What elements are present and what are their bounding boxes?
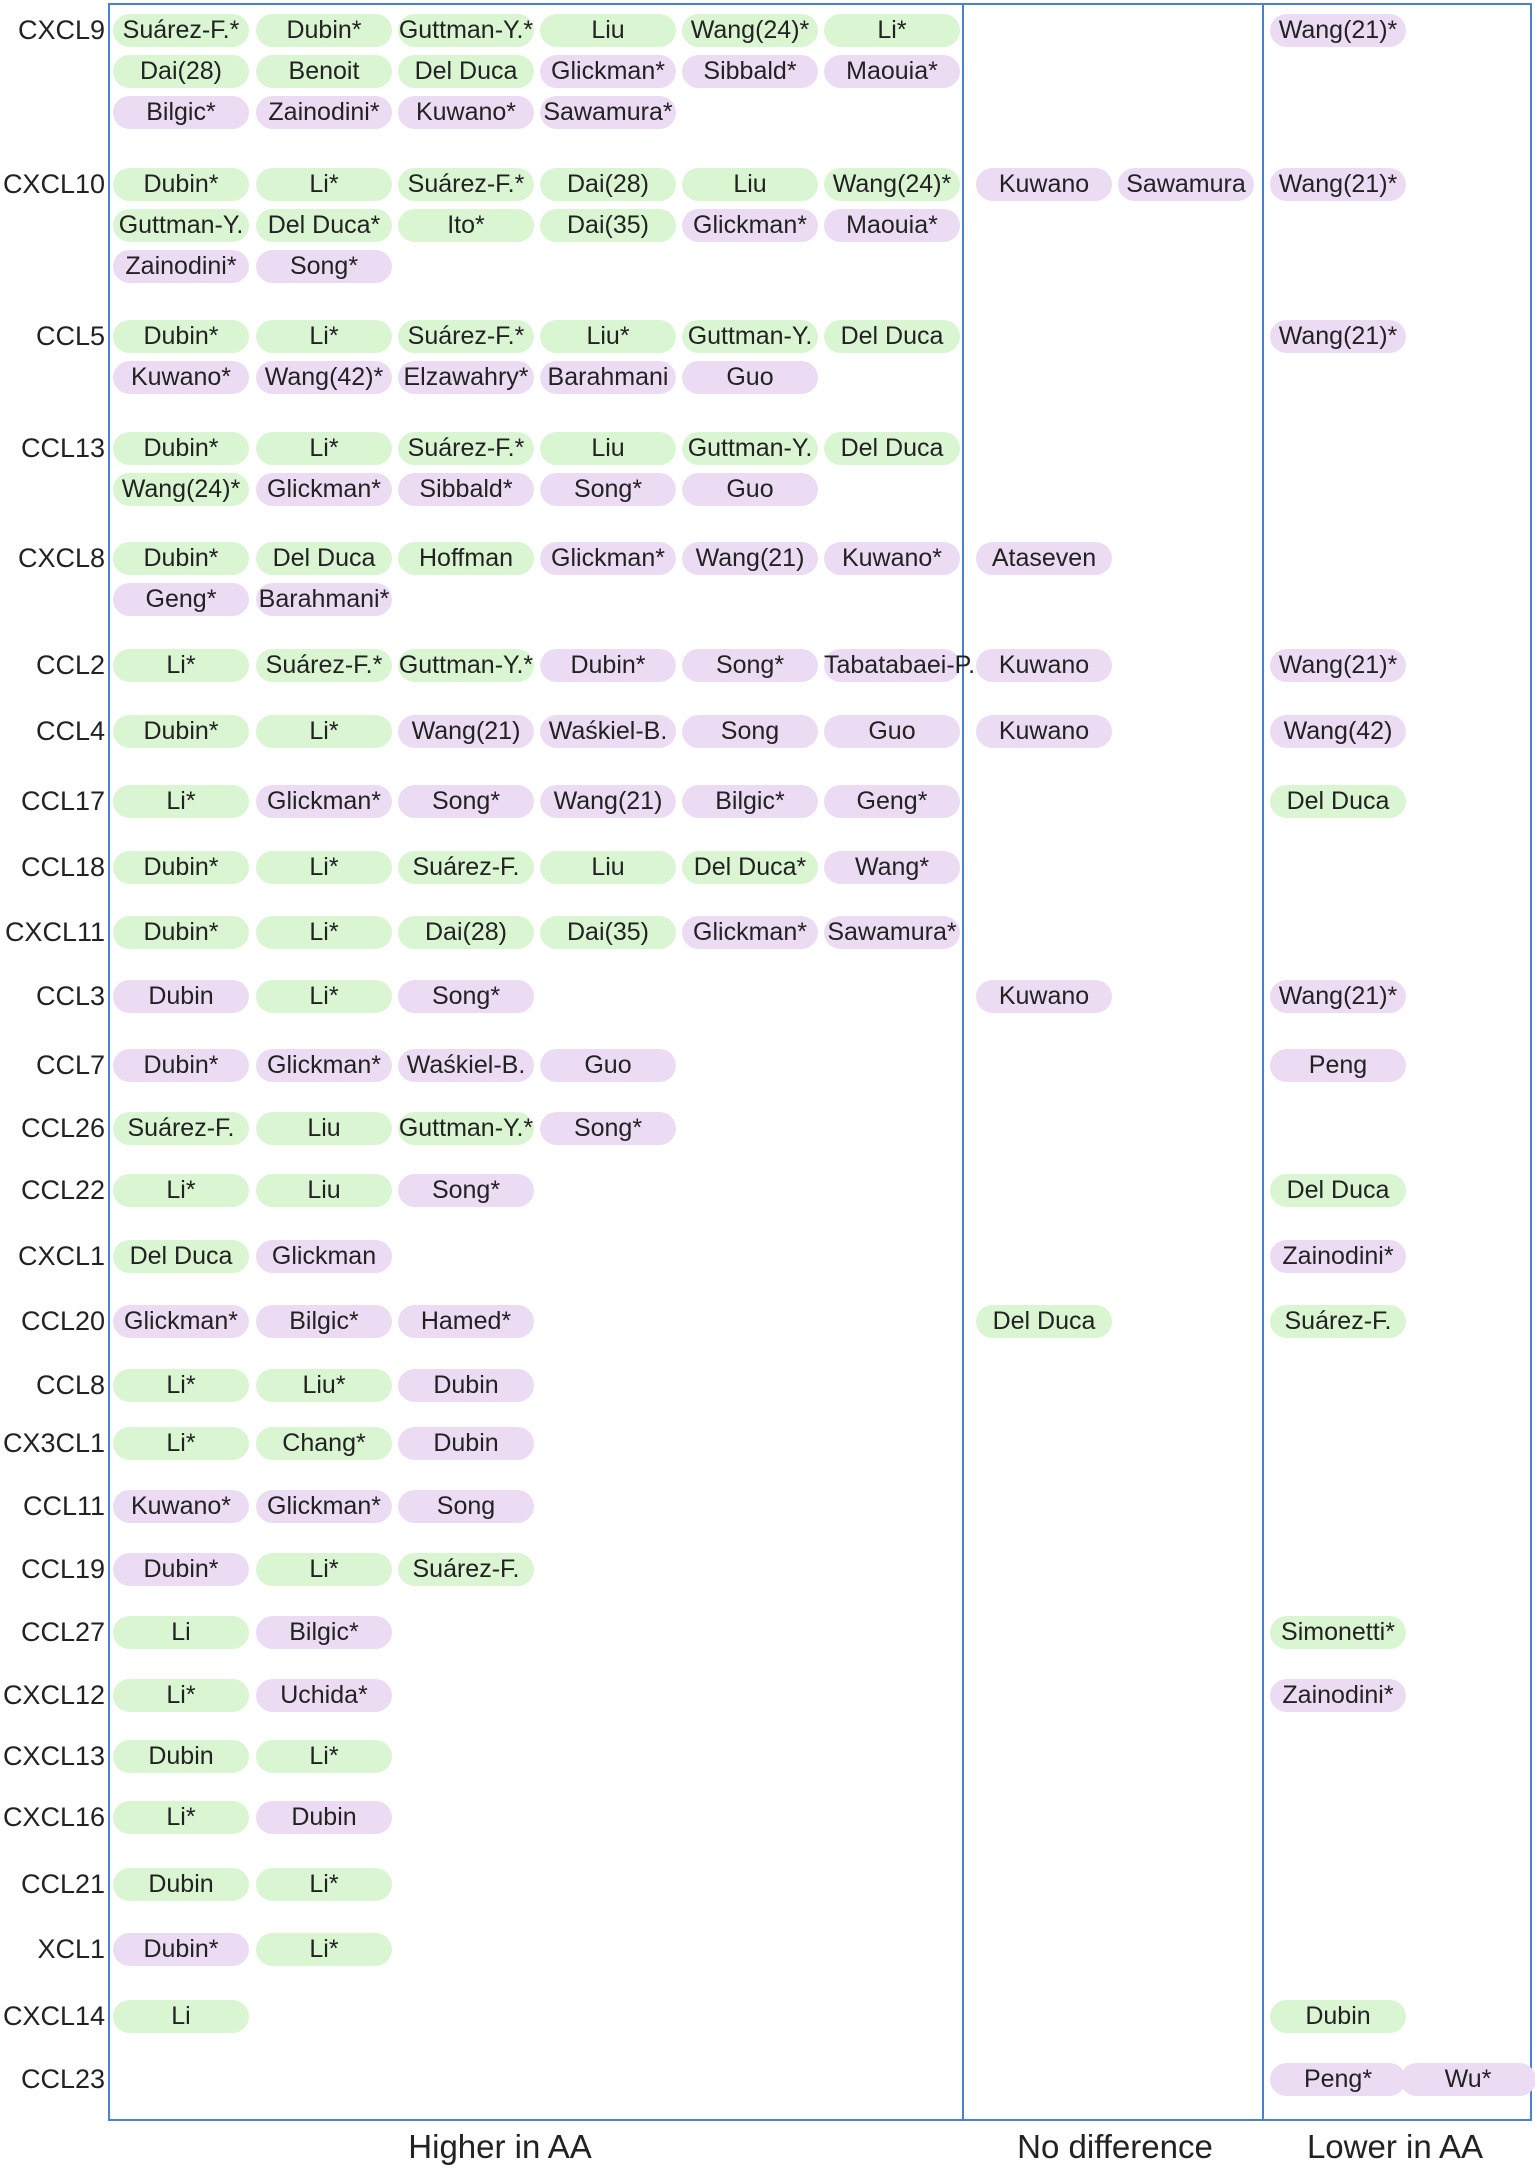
higher-pill-ccl13-wang-24: Wang(24)*: [113, 473, 249, 506]
higher-pill-ccl13-liu: Liu: [540, 432, 676, 465]
higher-pill-cxcl9-dubin: Dubin*: [256, 14, 392, 47]
lower-pill-cxcl14-dubin: Dubin: [1270, 2000, 1406, 2033]
higher-pill-ccl26-guttman-y: Guttman-Y.*: [398, 1112, 534, 1145]
higher-pill-ccl11-kuwano: Kuwano*: [113, 1490, 249, 1523]
higher-pill-ccl17-glickman: Glickman*: [256, 785, 392, 818]
higher-pill-ccl3-li: Li*: [256, 980, 392, 1013]
row-label-ccl4: CCL4: [35, 716, 105, 746]
higher-pill-ccl5-guo: Guo: [682, 361, 818, 394]
lower-pill-ccl17-del-duca: Del Duca: [1270, 785, 1406, 818]
higher-pill-ccl17-song: Song*: [398, 785, 534, 818]
lower-pill-ccl7-peng: Peng: [1270, 1049, 1406, 1082]
higher-pill-cxcl9-bilgic: Bilgic*: [113, 96, 249, 129]
higher-pill-cxcl9-wang-24: Wang(24)*: [682, 14, 818, 47]
higher-pill-cxcl13-li: Li*: [256, 1740, 392, 1773]
higher-pill-cxcl9-guttman-y: Guttman-Y.*: [398, 14, 534, 47]
higher-pill-ccl17-geng: Geng*: [824, 785, 960, 818]
higher-pill-cxcl12-li: Li*: [113, 1679, 249, 1712]
lower-pill-ccl2-wang-21: Wang(21)*: [1270, 649, 1406, 682]
higher-pill-ccl4-wang-21: Wang(21): [398, 715, 534, 748]
higher-pill-ccl8-liu: Liu*: [256, 1369, 392, 1402]
higher-pill-ccl4-dubin: Dubin*: [113, 715, 249, 748]
higher-pill-cxcl10-dubin: Dubin*: [113, 168, 249, 201]
lower-pill-ccl23-peng: Peng*: [1270, 2063, 1406, 2096]
higher-pill-ccl22-li: Li*: [113, 1174, 249, 1207]
row-label-cxcl8: CXCL8: [17, 543, 105, 573]
nodiff-pill-cxcl8-ataseven: Ataseven: [976, 542, 1112, 575]
higher-pill-ccl2-dubin: Dubin*: [540, 649, 676, 682]
higher-pill-ccl5-barahmani: Barahmani: [540, 361, 676, 394]
row-label-ccl20: CCL20: [20, 1306, 105, 1336]
higher-pill-ccl13-del-duca: Del Duca: [824, 432, 960, 465]
higher-pill-ccl18-liu: Liu: [540, 851, 676, 884]
higher-pill-ccl2-guttman-y: Guttman-Y.*: [398, 649, 534, 682]
row-label-cxcl11: CXCL11: [4, 917, 105, 947]
higher-pill-ccl7-guo: Guo: [540, 1049, 676, 1082]
row-label-cxcl16: CXCL16: [2, 1802, 105, 1832]
higher-pill-ccl11-song: Song: [398, 1490, 534, 1523]
higher-pill-cxcl9-glickman: Glickman*: [540, 55, 676, 88]
higher-pill-ccl26-song: Song*: [540, 1112, 676, 1145]
higher-pill-ccl5-elzawahry: Elzawahry*: [398, 361, 534, 394]
higher-pill-ccl22-liu: Liu: [256, 1174, 392, 1207]
higher-pill-ccl13-guttman-y: Guttman-Y.: [682, 432, 818, 465]
higher-pill-cxcl8-glickman: Glickman*: [540, 542, 676, 575]
higher-pill-ccl22-song: Song*: [398, 1174, 534, 1207]
higher-pill-cxcl1-del-duca: Del Duca: [113, 1240, 249, 1273]
higher-pill-ccl4-song: Song: [682, 715, 818, 748]
lower-pill-cxcl12-zainodini: Zainodini*: [1270, 1679, 1406, 1712]
nodiff-pill-cxcl10-sawamura: Sawamura: [1118, 168, 1254, 201]
higher-pill-cxcl11-dai-28: Dai(28): [398, 916, 534, 949]
higher-pill-cxcl10-wang-24: Wang(24)*: [824, 168, 960, 201]
higher-pill-cxcl8-wang-21: Wang(21): [682, 542, 818, 575]
lower-pill-ccl22-del-duca: Del Duca: [1270, 1174, 1406, 1207]
higher-pill-ccl18-dubin: Dubin*: [113, 851, 249, 884]
higher-pill-cxcl11-dai-35: Dai(35): [540, 916, 676, 949]
lower-pill-cxcl9-wang-21: Wang(21)*: [1270, 14, 1406, 47]
higher-pill-cxcl8-hoffman: Hoffman: [398, 542, 534, 575]
row-label-ccl3: CCL3: [35, 981, 105, 1011]
higher-pill-cxcl10-song: Song*: [256, 250, 392, 283]
higher-pill-xcl1-dubin: Dubin*: [113, 1933, 249, 1966]
higher-pill-ccl13-sibbald: Sibbald*: [398, 473, 534, 506]
higher-pill-cxcl10-del-duca: Del Duca*: [256, 209, 392, 242]
higher-pill-cxcl10-ito: Ito*: [398, 209, 534, 242]
higher-pill-ccl2-li: Li*: [113, 649, 249, 682]
higher-pill-cxcl8-kuwano: Kuwano*: [824, 542, 960, 575]
higher-pill-ccl4-guo: Guo: [824, 715, 960, 748]
lower-pill-ccl27-simonetti: Simonetti*: [1270, 1616, 1406, 1649]
higher-pill-cxcl8-del-duca: Del Duca: [256, 542, 392, 575]
row-label-cxcl9: CXCL9: [17, 15, 105, 45]
higher-pill-cxcl8-dubin: Dubin*: [113, 542, 249, 575]
row-label-cxcl13: CXCL13: [2, 1741, 105, 1771]
higher-pill-cxcl13-dubin: Dubin: [113, 1740, 249, 1773]
higher-pill-cx3cl1-chang: Chang*: [256, 1427, 392, 1460]
higher-pill-ccl13-glickman: Glickman*: [256, 473, 392, 506]
higher-pill-ccl13-dubin: Dubin*: [113, 432, 249, 465]
row-label-xcl1: XCL1: [37, 1934, 105, 1964]
higher-pill-ccl19-dubin: Dubin*: [113, 1553, 249, 1586]
higher-pill-ccl21-li: Li*: [256, 1868, 392, 1901]
higher-pill-cxcl9-sawamura: Sawamura*: [540, 96, 676, 129]
higher-pill-cxcl9-maouia: Maouia*: [824, 55, 960, 88]
higher-pill-ccl13-su-rez-f: Suárez-F.*: [398, 432, 534, 465]
higher-pill-cxcl9-del-duca: Del Duca: [398, 55, 534, 88]
higher-pill-cxcl9-dai-28: Dai(28): [113, 55, 249, 88]
column-title-nodiff: No difference: [1017, 2128, 1213, 2165]
higher-pill-ccl5-dubin: Dubin*: [113, 320, 249, 353]
higher-pill-ccl13-guo: Guo: [682, 473, 818, 506]
higher-pill-cxcl16-li: Li*: [113, 1801, 249, 1834]
row-label-ccl13: CCL13: [20, 433, 105, 463]
higher-pill-cxcl14-li: Li: [113, 2000, 249, 2033]
row-label-ccl17: CCL17: [20, 786, 105, 816]
nodiff-pill-ccl4-kuwano: Kuwano: [976, 715, 1112, 748]
higher-pill-cxcl9-benoit: Benoit: [256, 55, 392, 88]
lower-pill-ccl5-wang-21: Wang(21)*: [1270, 320, 1406, 353]
higher-pill-cxcl9-zainodini: Zainodini*: [256, 96, 392, 129]
lower-pill-cxcl1-zainodini: Zainodini*: [1270, 1240, 1406, 1273]
higher-pill-cxcl16-dubin: Dubin: [256, 1801, 392, 1834]
higher-pill-cxcl8-barahmani: Barahmani*: [256, 583, 392, 616]
row-label-ccl11: CCL11: [22, 1491, 105, 1521]
higher-pill-ccl5-li: Li*: [256, 320, 392, 353]
higher-pill-ccl20-bilgic: Bilgic*: [256, 1305, 392, 1338]
higher-pill-cxcl11-glickman: Glickman*: [682, 916, 818, 949]
higher-pill-cx3cl1-li: Li*: [113, 1427, 249, 1460]
higher-pill-ccl20-glickman: Glickman*: [113, 1305, 249, 1338]
lower-pill-cxcl10-wang-21: Wang(21)*: [1270, 168, 1406, 201]
higher-pill-ccl26-su-rez-f: Suárez-F.: [113, 1112, 249, 1145]
higher-pill-cxcl9-liu: Liu: [540, 14, 676, 47]
nodiff-pill-ccl3-kuwano: Kuwano: [976, 980, 1112, 1013]
column-title-lower: Lower in AA: [1306, 2128, 1484, 2165]
higher-pill-cxcl11-li: Li*: [256, 916, 392, 949]
higher-pill-ccl7-dubin: Dubin*: [113, 1049, 249, 1082]
higher-pill-ccl4-li: Li*: [256, 715, 392, 748]
higher-pill-cxcl9-kuwano: Kuwano*: [398, 96, 534, 129]
higher-pill-ccl8-li: Li*: [113, 1369, 249, 1402]
row-label-cxcl14: CXCL14: [2, 2001, 105, 2031]
higher-pill-ccl18-del-duca: Del Duca*: [682, 851, 818, 884]
higher-pill-ccl13-li: Li*: [256, 432, 392, 465]
row-label-ccl5: CCL5: [35, 321, 105, 351]
nodiff-pill-ccl20-del-duca: Del Duca: [976, 1305, 1112, 1338]
higher-pill-cxcl11-sawamura: Sawamura*: [824, 916, 960, 949]
higher-pill-cxcl10-maouia: Maouia*: [824, 209, 960, 242]
row-label-ccl18: CCL18: [20, 852, 105, 882]
higher-pill-ccl17-wang-21: Wang(21): [540, 785, 676, 818]
higher-pill-ccl27-bilgic: Bilgic*: [256, 1616, 392, 1649]
higher-pill-ccl19-li: Li*: [256, 1553, 392, 1586]
nodiff-pill-cxcl10-kuwano: Kuwano: [976, 168, 1112, 201]
row-label-cx3cl1: CX3CL1: [2, 1428, 105, 1458]
higher-pill-ccl2-su-rez-f: Suárez-F.*: [256, 649, 392, 682]
higher-pill-cxcl8-geng: Geng*: [113, 583, 249, 616]
row-label-ccl8: CCL8: [35, 1370, 105, 1400]
higher-pill-cxcl12-uchida: Uchida*: [256, 1679, 392, 1712]
row-label-ccl23: CCL23: [20, 2064, 105, 2094]
higher-pill-cxcl9-su-rez-f: Suárez-F.*: [113, 14, 249, 47]
row-label-ccl26: CCL26: [20, 1113, 105, 1143]
higher-pill-ccl5-liu: Liu*: [540, 320, 676, 353]
higher-pill-ccl17-li: Li*: [113, 785, 249, 818]
higher-pill-cxcl10-zainodini: Zainodini*: [113, 250, 249, 283]
lower-pill-ccl23-wu: Wu*: [1400, 2063, 1535, 2096]
higher-pill-ccl18-wang: Wang*: [824, 851, 960, 884]
higher-pill-ccl5-kuwano: Kuwano*: [113, 361, 249, 394]
higher-pill-ccl7-wa-kiel-b: Waśkiel-B.: [398, 1049, 534, 1082]
higher-pill-ccl13-song: Song*: [540, 473, 676, 506]
row-label-cxcl10: CXCL10: [2, 169, 105, 199]
higher-pill-ccl2-tabatabaei-p: Tabatabaei-P.: [824, 649, 960, 682]
higher-pill-xcl1-li: Li*: [256, 1933, 392, 1966]
lower-pill-ccl20-su-rez-f: Suárez-F.: [1270, 1305, 1406, 1338]
higher-pill-ccl19-su-rez-f: Suárez-F.: [398, 1553, 534, 1586]
higher-pill-cxcl10-su-rez-f: Suárez-F.*: [398, 168, 534, 201]
higher-pill-ccl21-dubin: Dubin: [113, 1868, 249, 1901]
higher-pill-ccl20-hamed: Hamed*: [398, 1305, 534, 1338]
higher-pill-ccl11-glickman: Glickman*: [256, 1490, 392, 1523]
higher-pill-ccl5-su-rez-f: Suárez-F.*: [398, 320, 534, 353]
higher-pill-cxcl9-li: Li*: [824, 14, 960, 47]
higher-pill-cx3cl1-dubin: Dubin: [398, 1427, 534, 1460]
higher-pill-cxcl10-liu: Liu: [682, 168, 818, 201]
row-label-ccl27: CCL27: [20, 1617, 105, 1647]
row-label-ccl19: CCL19: [20, 1554, 105, 1584]
higher-pill-ccl26-liu: Liu: [256, 1112, 392, 1145]
higher-pill-ccl2-song: Song*: [682, 649, 818, 682]
lower-pill-ccl3-wang-21: Wang(21)*: [1270, 980, 1406, 1013]
column-title-higher: Higher in AA: [408, 2128, 592, 2165]
no-difference-column-frame: [962, 3, 1264, 2121]
higher-pill-ccl5-wang-42: Wang(42)*: [256, 361, 392, 394]
higher-pill-ccl18-li: Li*: [256, 851, 392, 884]
row-label-ccl7: CCL7: [35, 1050, 105, 1080]
row-label-ccl22: CCL22: [20, 1175, 105, 1205]
higher-pill-ccl3-dubin: Dubin: [113, 980, 249, 1013]
row-label-cxcl12: CXCL12: [2, 1680, 105, 1710]
higher-pill-ccl4-wa-kiel-b: Waśkiel-B.: [540, 715, 676, 748]
higher-pill-ccl27-li: Li: [113, 1616, 249, 1649]
lower-pill-ccl4-wang-42: Wang(42): [1270, 715, 1406, 748]
higher-pill-ccl3-song: Song*: [398, 980, 534, 1013]
higher-pill-cxcl1-glickman: Glickman: [256, 1240, 392, 1273]
nodiff-pill-ccl2-kuwano: Kuwano: [976, 649, 1112, 682]
higher-pill-cxcl10-glickman: Glickman*: [682, 209, 818, 242]
row-label-cxcl1: CXCL1: [17, 1241, 105, 1271]
higher-pill-ccl5-del-duca: Del Duca: [824, 320, 960, 353]
row-label-ccl2: CCL2: [35, 650, 105, 680]
higher-pill-ccl5-guttman-y: Guttman-Y.: [682, 320, 818, 353]
higher-pill-ccl17-bilgic: Bilgic*: [682, 785, 818, 818]
higher-pill-cxcl10-dai-28: Dai(28): [540, 168, 676, 201]
higher-pill-cxcl10-guttman-y: Guttman-Y.: [113, 209, 249, 242]
higher-pill-cxcl10-li: Li*: [256, 168, 392, 201]
higher-pill-ccl7-glickman: Glickman*: [256, 1049, 392, 1082]
higher-pill-ccl8-dubin: Dubin: [398, 1369, 534, 1402]
higher-pill-ccl18-su-rez-f: Suárez-F.: [398, 851, 534, 884]
higher-pill-cxcl11-dubin: Dubin*: [113, 916, 249, 949]
higher-pill-cxcl10-dai-35: Dai(35): [540, 209, 676, 242]
higher-pill-cxcl9-sibbald: Sibbald*: [682, 55, 818, 88]
row-label-ccl21: CCL21: [20, 1869, 105, 1899]
